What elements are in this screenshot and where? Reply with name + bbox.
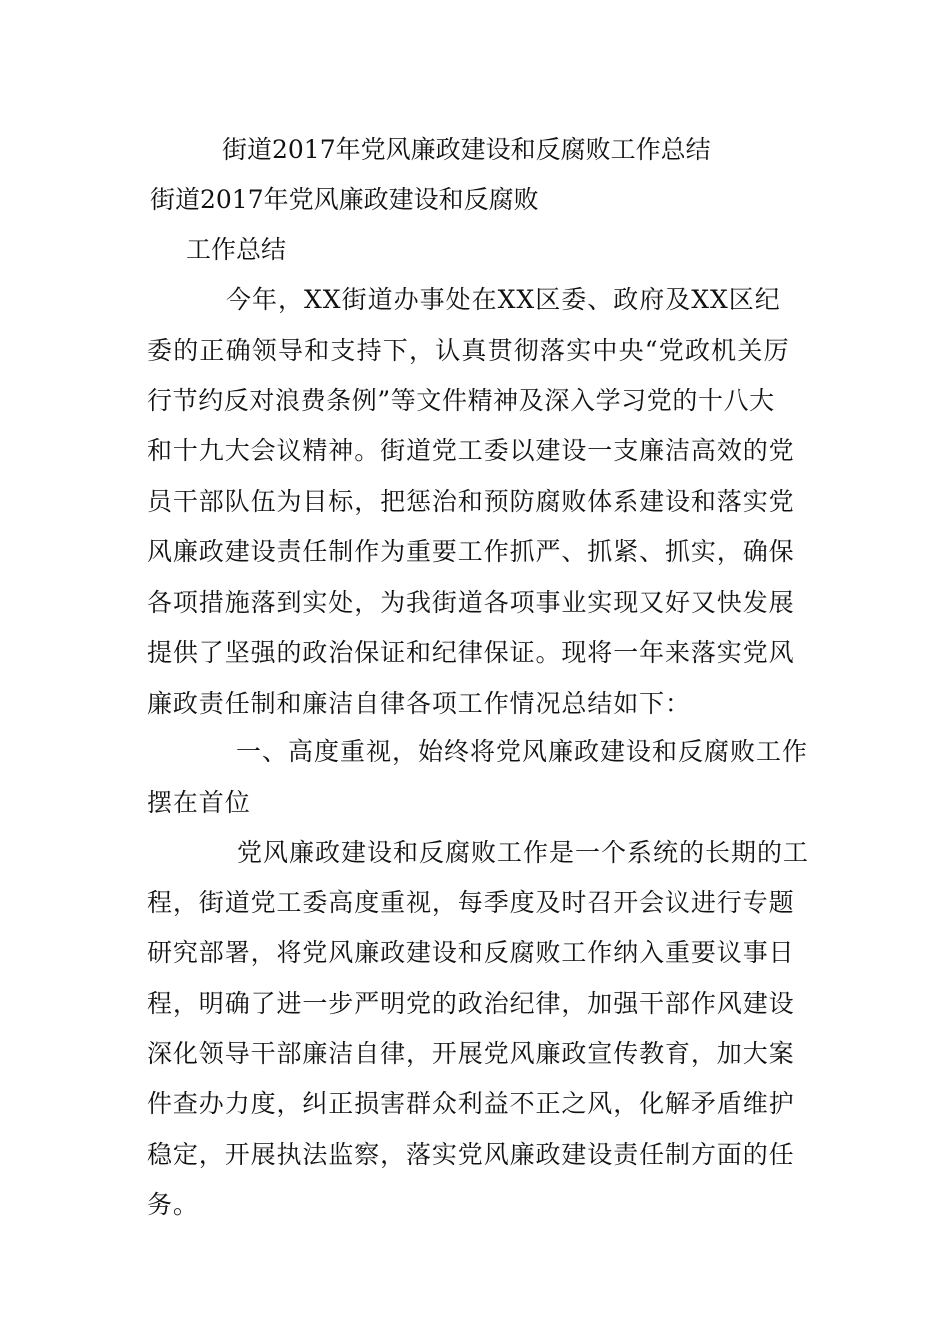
paragraph-1-line-3: 行节约反对浪费条例”等文件精神及深入学习党的十八大 xyxy=(147,386,775,415)
paragraph-1-line-2: 委的正确领导和支持下，认真贯彻落实中央“党政机关厉 xyxy=(147,336,790,365)
section-heading-line-1: 一、高度重视，始终将党风廉政建设和反腐败工作 xyxy=(236,737,809,766)
paragraph-2-line-1: 党风廉政建设和反腐败工作是一个系统的长期的工 xyxy=(237,838,810,867)
paragraph-1-line-9: 廉政责任制和廉洁自律各项工作情况总结如下： xyxy=(147,689,691,718)
paragraph-2-line-2: 程，街道党工委高度重视，每季度及时召开会议进行专题 xyxy=(147,888,795,917)
section-heading-line-2: 摆在首位 xyxy=(147,788,251,817)
paragraph-2-line-4: 程，明确了进一步严明党的政治纪律，加强干部作风建设 xyxy=(147,989,795,1018)
document-subtitle-line-2: 工作总结 xyxy=(186,235,287,264)
paragraph-1-line-4: 和十九大会议精神。街道党工委以建设一支廉洁高效的党 xyxy=(147,436,795,465)
paragraph-1-line-8: 提供了坚强的政治保证和纪律保证。现将一年来落实党风 xyxy=(147,638,795,667)
paragraph-2-line-5: 深化领导干部廉洁自律，开展党风廉政宣传教育，加大案 xyxy=(147,1039,795,1068)
document-title: 街道2017年党风廉政建设和反腐败工作总结 xyxy=(222,135,711,164)
paragraph-1-line-7: 各项措施落到实处，为我街道各项事业实现又好又快发展 xyxy=(147,588,795,617)
paragraph-1-line-6: 风廉政建设责任制作为重要工作抓严、抓紧、抓实，确保 xyxy=(147,537,795,566)
paragraph-1-line-5: 员干部队伍为目标，把惩治和预防腐败体系建设和落实党 xyxy=(147,487,795,516)
paragraph-2-line-3: 研究部署，将党风廉政建设和反腐败工作纳入重要议事日 xyxy=(147,938,795,967)
paragraph-2-line-7: 稳定，开展执法监察，落实党风廉政建设责任制方面的任 xyxy=(147,1140,795,1169)
paragraph-1-line-1: 今年，XX街道办事处在XX区委、政府及XX区纪 xyxy=(226,285,781,314)
document-subtitle-line-1: 街道2017年党风廉政建设和反腐败 xyxy=(150,185,539,214)
paragraph-2-line-8: 务。 xyxy=(147,1190,199,1219)
paragraph-2-line-6: 件查办力度，纠正损害群众利益不正之风，化解矛盾维护 xyxy=(147,1089,795,1118)
